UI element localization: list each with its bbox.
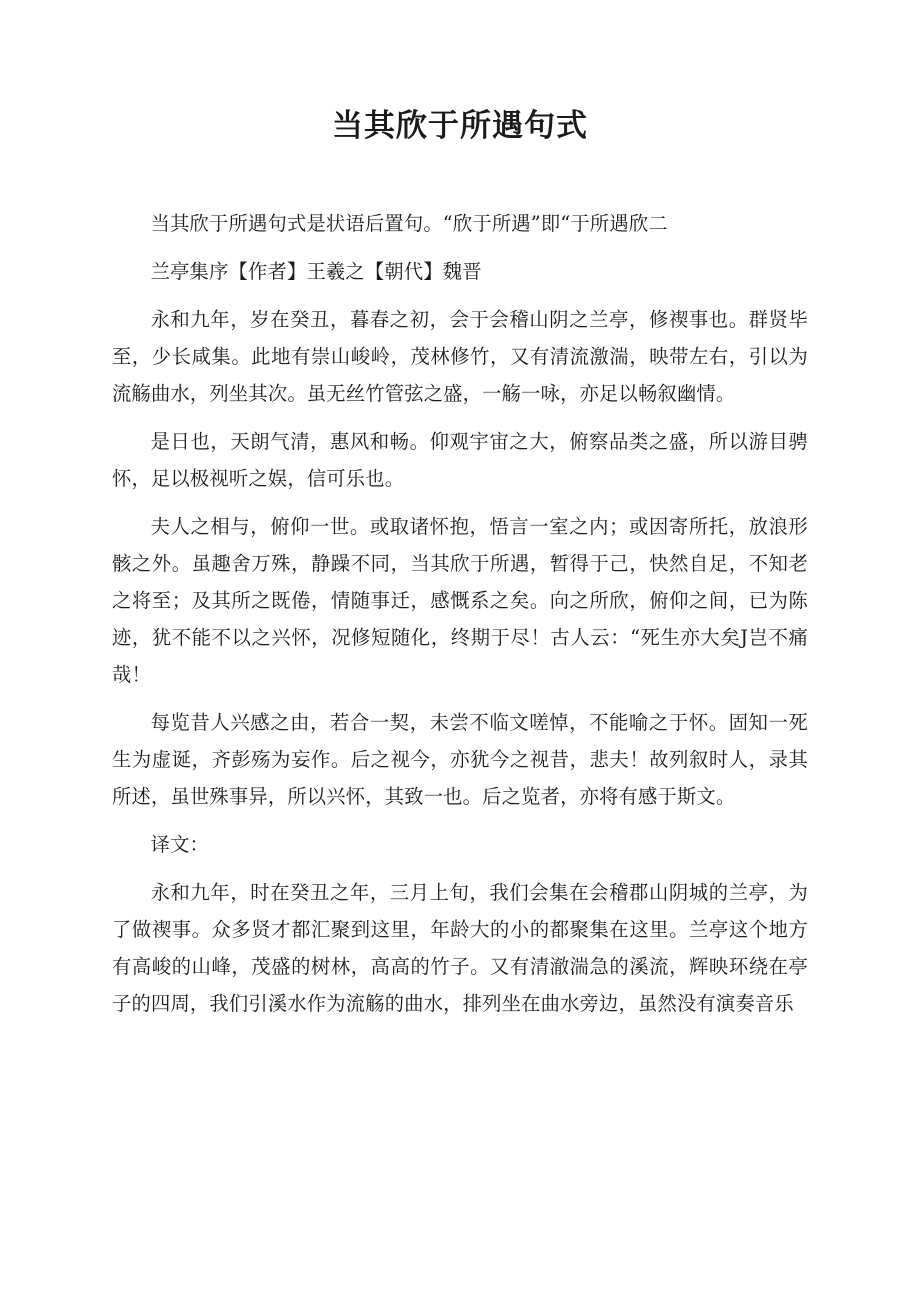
translation-heading: 译文：	[150, 833, 210, 856]
text-paragraph-3: 夫人之相与，俯仰一世。或取诸怀抱，悟言一室之内；或因寄所托，放浪形骸之外。虽趣舍万殊，静躁不同，当其欣于所遇，暂得于己，快然自足，不知老之将至；及其所之既倦，情随事迁，感慨系之矣。向之所欣，俯仰之间，已为陈迹，犹不能不以之兴怀，况修短随化，终期于尽！古人云：“死生亦大矣J岂不痛哉！	[112, 515, 808, 686]
document-title: 当其欣于所遇句式	[332, 108, 588, 144]
translation-paragraph-1: 永和九年，时在癸丑之年，三月上旬，我们会集在会稽郡山阴城的兰亭，为了做禊事。众多贤才都汇聚到这里，年龄大的小的都聚集在这里。兰亭这个地方有高峻的山峰，茂盛的树林，高高的竹子。又有清澈湍急的溪流，辉映环绕在亭子的四周，我们引溪水作为流觞的曲水，排列坐在曲水旁边，虽然没有演奏音乐	[112, 881, 808, 1015]
intro-paragraph: 当其欣于所遇句式是状语后置句。“欣于所遇”即“于所遇欣二	[150, 212, 668, 235]
document-body	[112, 205, 808, 1033]
source-line: 兰亭集序【作者】王羲之【朝代】魏晋	[150, 260, 482, 283]
text-paragraph-2: 是日也，天朗气清，惠风和畅。仰观宇宙之大，俯察品类之盛，所以游目骋怀，足以极视听之娱，信可乐也。	[112, 430, 808, 490]
text-paragraph-1: 永和九年，岁在癸丑，暮春之初，会于会稽山阴之兰亭，修禊事也。群贤毕至，少长咸集。此地有崇山峻岭，茂林修竹，又有清流激湍，映带左右，引以为流觞曲水，列坐其次。虽无丝竹管弦之盛，一觞一咏，亦足以畅叙幽情。	[112, 308, 808, 405]
text-paragraph-4: 每览昔人兴感之由，若合一契，未尝不临文嗟悼，不能喻之于怀。固知一死生为虚诞，齐彭殇为妄作。后之视今，亦犹今之视昔，悲夫！故列叙时人，录其所述，虽世殊事异，所以兴怀，其致一也。后之览者，亦将有感于斯文。	[112, 711, 808, 808]
